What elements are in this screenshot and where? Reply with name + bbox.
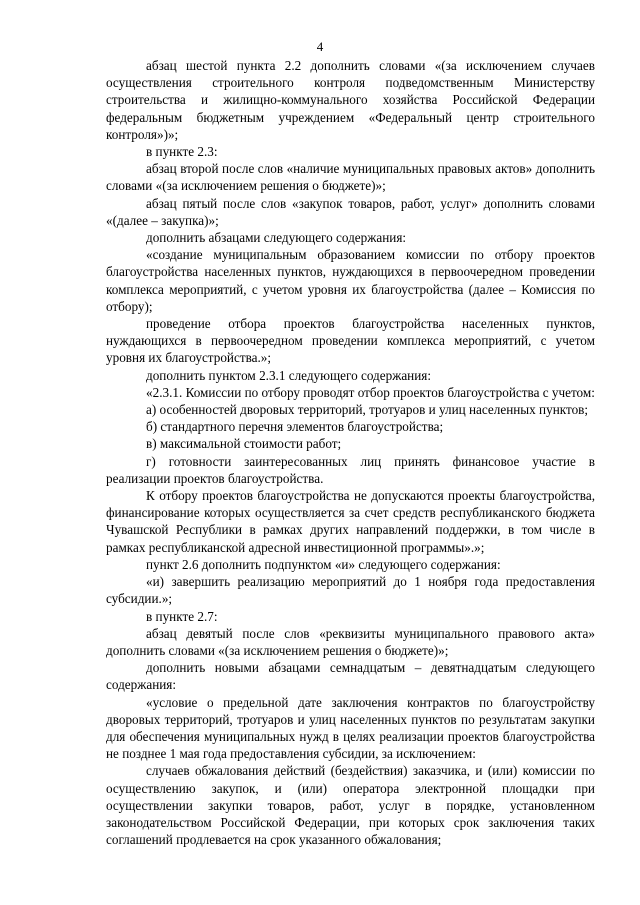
document-body (106, 57, 595, 848)
list-item: г) готовности заинтересованных лиц принять финансовое участие в реализации проектов благоустройства. (106, 453, 595, 486)
paragraph: дополнить абзацами следующего содержания: (146, 230, 407, 246)
paragraph: дополнить пунктом 2.3.1 следующего содержания: (146, 367, 432, 383)
paragraph: «условие о предельной дате заключения контрактов по благоустройству дворовых территорий, тротуаров и улиц населенных пунктов по результатам закупки для обеспечения муниципальных нужд в целях реализации проектов благоустройства не позднее 1 мая года предоставления субсидии, за исключением: (106, 694, 595, 762)
paragraph: пункт 2.6 дополнить подпунктом «и» следующего содержания: (146, 556, 501, 572)
paragraph: дополнить новыми абзацами семнадцатым – девятнадцатым следующего содержания: (106, 660, 595, 693)
paragraph: в пункте 2.3: (146, 144, 218, 160)
paragraph: проведение отбора проектов благоустройства населенных пунктов, нуждающихся в первоочередном проведении комплекса мероприятий, с учетом уровня их благоустройства.»; (106, 316, 595, 366)
list-item: в) максимальной стоимости работ; (146, 436, 342, 452)
paragraph: в пункте 2.7: (146, 608, 218, 624)
paragraph: абзац второй после слов «наличие муниципальных правовых актов» дополнить словами «(за исключением решения о бюджете)»; (106, 161, 595, 194)
paragraph: абзац пятый после слов «закупок товаров, работ, услуг» дополнить словами «(далее – закупка)»; (106, 195, 595, 228)
page-number: 4 (316, 39, 324, 54)
paragraph: абзац девятый после слов «реквизиты муниципального правового акта» дополнить словами «(за исключением решения о бюджете)»; (106, 625, 595, 658)
paragraph: абзац шестой пункта 2.2 дополнить словами «(за исключением случаев осуществления строительного контроля подведомственным Министерству строительства и жилищно-коммунального хозяйства Российской Федерации федеральным бюджетным учреждением «Федеральный центр строительного контроля»)»; (106, 58, 595, 142)
list-item: б) стандартного перечня элементов благоустройства; (146, 419, 444, 435)
paragraph: К отбору проектов благоустройства не допускаются проекты благоустройства, финансирование которых осуществляется за счет средств республиканского бюджета Чувашской Республики в рамках других направлений поддержки, в том числе в рамках республиканской адресной инвестиционной программы».»; (106, 488, 595, 555)
list-item: а) особенностей дворовых территорий, тротуаров и улиц населенных пунктов; (146, 402, 589, 418)
paragraph: «создание муниципальным образованием комиссии по отбору проектов благоустройства населенных пунктов, нуждающихся в первоочередном проведении комплекса мероприятий, с учетом уровня их благоустройства (далее – Комиссия по отбору); (106, 247, 595, 314)
paragraph: случаев обжалования действий (бездействия) заказчика, и (или) комиссии по осуществлению закупок, и (или) оператора электронной площадки при осуществлении закупки товаров, работ, услуг в порядке, установленном законодательством Российской Федерации, при которых срок заключения таких соглашений продлевается на срок указанного обжалования; (106, 763, 595, 848)
paragraph: «и) завершить реализацию мероприятий до 1 ноября года предоставления субсидии.»; (106, 574, 595, 607)
paragraph: «2.3.1. Комиссии по отбору проводят отбор проектов благоустройства с учетом: (146, 384, 595, 400)
